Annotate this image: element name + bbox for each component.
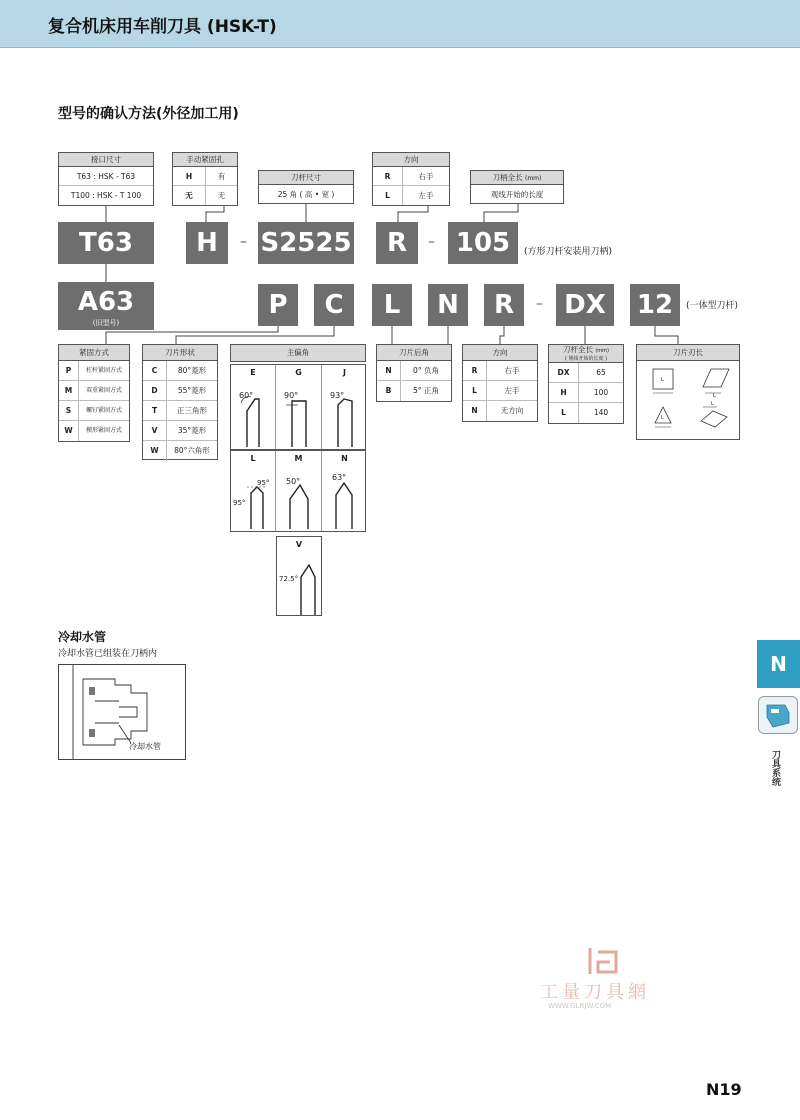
section-title: 型号的确认方法(外径加工用) — [58, 106, 239, 122]
lead-angle-code: G — [295, 368, 302, 377]
lead-angle-cell-e — [231, 365, 276, 449]
direction2-header: 方向 — [463, 345, 537, 361]
clamping-code: P — [59, 361, 79, 380]
clearance-code: B — [377, 381, 401, 401]
code-clamp-hole-box: H — [186, 222, 228, 264]
lead-angle-header: 主偏角 — [231, 345, 365, 361]
code-clearance-box: N — [428, 284, 468, 326]
svg-text:L: L — [661, 377, 664, 383]
tool-n-icon — [322, 451, 367, 531]
lead-angle-value: 63° — [332, 473, 347, 482]
code-old-model-box — [58, 282, 154, 330]
length-top-header: 刀柄全长 — [492, 173, 523, 182]
code-direction2-box: R — [484, 284, 524, 326]
interface-header: 接口尺寸 — [59, 153, 153, 167]
clearance-desc: 0° 负角 — [413, 366, 439, 375]
clamping-code: W — [59, 421, 79, 441]
lead-angle-code: J — [343, 368, 346, 377]
insert-shape-desc: 80°菱形 — [177, 366, 207, 375]
code-shank-size-box: S2525 — [258, 222, 354, 264]
lead-angle-cell-m — [276, 451, 322, 531]
code-direction-box: R — [376, 222, 418, 264]
direction2-code: R — [463, 361, 487, 380]
direction-code: R — [373, 167, 403, 185]
code-clamping-box: P — [258, 284, 298, 326]
code-shank-length-box: DX — [556, 284, 614, 326]
code-length-box: 105 — [448, 222, 518, 264]
lead-angle-value-2: 95° — [233, 499, 246, 507]
tool-l-icon — [231, 451, 276, 531]
page-number: N19 — [706, 1080, 742, 1099]
shank-length-unit: (mm) — [595, 348, 610, 354]
dash: – — [240, 234, 247, 250]
code-old-model-sub: (旧型号) — [92, 319, 120, 327]
lead-angle-code: E — [250, 368, 256, 377]
insert-shape-desc: 80°六角形 — [174, 446, 210, 455]
watermark-brand: 工量刀具網 — [540, 982, 650, 1003]
shank-length-value: 65 — [596, 368, 606, 377]
connector-lines-top — [0, 0, 800, 330]
lead-angle-cell-n — [322, 451, 367, 531]
lead-angle-value: 72.5° — [279, 575, 299, 583]
direction2-table — [462, 344, 538, 422]
tool-v-icon — [277, 537, 323, 617]
svg-text:L: L — [661, 415, 664, 421]
clearance-header: 刀片后角 — [377, 345, 451, 361]
side-label: 刀具系统 — [770, 750, 780, 786]
page-title: 复合机床用车削刀具 (HSK-T) — [48, 17, 277, 37]
lead-angle-value: 60° — [239, 391, 254, 400]
edge-length-header: 刀片刃长 — [637, 345, 739, 361]
insert-shape-code: D — [143, 381, 167, 400]
length-top-unit: (mm) — [525, 175, 542, 182]
code-insert-shape-box: C — [314, 284, 354, 326]
tool-j-icon — [322, 365, 367, 449]
direction2-code: N — [463, 401, 487, 421]
svg-text:L: L — [713, 393, 716, 399]
clamping-desc: 螺钉紧固方式 — [85, 407, 122, 414]
shank-length-table — [548, 344, 624, 424]
clamp-hole-code: 无 — [173, 186, 206, 205]
code-row1-note: (方形刀杆安装用刀柄) — [524, 247, 613, 257]
shank-length-sub: ( 规线开始的长度 ) — [564, 356, 608, 362]
direction-code: L — [373, 186, 403, 205]
lead-angle-value: 90° — [284, 391, 299, 400]
insert-shape-code: C — [143, 361, 167, 380]
direction2-code: L — [463, 381, 487, 400]
coolant-pipe-icon — [59, 665, 185, 759]
lead-angle-cell-j — [322, 365, 367, 449]
shank-length-value: 100 — [593, 388, 609, 397]
direction2-desc: 右手 — [504, 366, 520, 375]
lead-angle-code: M — [294, 454, 303, 463]
tool-m-icon — [276, 451, 322, 531]
code-row2-note: (一体型刀杆) — [686, 301, 739, 311]
direction2-desc: 左手 — [504, 386, 520, 395]
coolant-diagram — [58, 664, 186, 760]
clamp-hole-desc: 无 — [217, 191, 226, 200]
insert-shape-desc: 35°菱形 — [177, 426, 207, 435]
clearance-table — [376, 344, 452, 402]
side-tab[interactable]: N — [757, 640, 800, 688]
length-top-value: 观线开始的长度 — [490, 190, 544, 199]
lead-angle-cell-v — [276, 536, 322, 616]
dash: – — [536, 296, 543, 312]
direction2-desc: 无方向 — [500, 406, 524, 415]
insert-shape-code: V — [143, 421, 167, 440]
insert-shape-table — [142, 344, 218, 460]
insert-shape-header: 刀片形状 — [143, 345, 217, 361]
svg-text:L: L — [711, 401, 714, 407]
lead-angle-value: 50° — [286, 477, 301, 486]
coolant-label: 冷却水管 — [129, 742, 161, 751]
code-edge-length-box: 12 — [630, 284, 680, 326]
lead-angle-value: 95° — [257, 479, 270, 487]
direction-desc: 右手 — [418, 172, 434, 181]
insert-shapes-icon — [637, 361, 739, 439]
tool-system-icon — [758, 696, 798, 734]
clamp-hole-header: 手动紧固孔 — [173, 153, 237, 167]
shank-length-header: 刀杆全长 — [562, 345, 593, 354]
clearance-code: N — [377, 361, 401, 380]
watermark-logo-icon — [586, 946, 622, 976]
insert-shape-desc: 正三角形 — [177, 406, 207, 415]
lead-angle-cell-l — [231, 451, 276, 531]
dash: – — [428, 234, 435, 250]
code-lead-angle-box: L — [372, 284, 412, 326]
clamping-desc: 杠杆紧固方式 — [85, 367, 122, 374]
clamping-desc: 楔形紧固方式 — [85, 427, 122, 434]
insert-shape-code: T — [143, 401, 167, 420]
shank-length-value: 140 — [593, 408, 609, 417]
tool-g-icon — [276, 365, 322, 449]
shank-length-code: L — [549, 403, 579, 423]
lead-angle-code: V — [295, 540, 303, 549]
shank-length-code: H — [549, 383, 579, 402]
shank-size-value: 25 角 ( 高 • 宽 ) — [277, 190, 335, 199]
watermark-url: WWW.GLRJW.COM — [548, 1002, 612, 1010]
clearance-desc: 5° 正角 — [413, 386, 439, 395]
insert-shape-desc: 55°菱形 — [177, 386, 207, 395]
lead-angle-cell-g — [276, 365, 322, 449]
connector-lines-bottom — [0, 326, 800, 346]
lead-angle-value: 93° — [330, 391, 345, 400]
edge-length-table — [636, 344, 740, 440]
shank-size-header: 刀杆尺寸 — [259, 171, 353, 185]
insert-shape-code: W — [143, 441, 167, 461]
lead-angle-code: N — [341, 454, 348, 463]
direction-top-header: 方向 — [373, 153, 449, 167]
clamp-hole-desc: 有 — [217, 172, 226, 181]
direction-desc: 左手 — [418, 191, 434, 200]
shank-length-code: DX — [549, 363, 579, 382]
lead-angle-code: L — [250, 454, 256, 463]
clamping-code: S — [59, 401, 79, 420]
clamping-table — [58, 344, 130, 442]
code-interface-box: T63 — [58, 222, 154, 264]
lead-angle-row-2 — [230, 450, 366, 532]
coolant-title: 冷却水管 — [58, 630, 107, 644]
lead-angle-header-box — [230, 344, 366, 362]
clamping-header: 紧固方式 — [59, 345, 129, 361]
coolant-subtitle: 冷却水管已组装在刀柄内 — [58, 649, 158, 659]
interface-row: T63 : HSK - T63 — [76, 172, 136, 181]
clamping-desc: 双重紧固方式 — [85, 387, 122, 394]
clamp-hole-code: H — [173, 167, 206, 185]
clamping-code: M — [59, 381, 79, 400]
interface-row: T100 : HSK - T 100 — [70, 191, 142, 200]
code-old-model: A63 — [77, 287, 135, 317]
tool-e-icon — [231, 365, 276, 449]
lead-angle-row-1 — [230, 364, 366, 450]
